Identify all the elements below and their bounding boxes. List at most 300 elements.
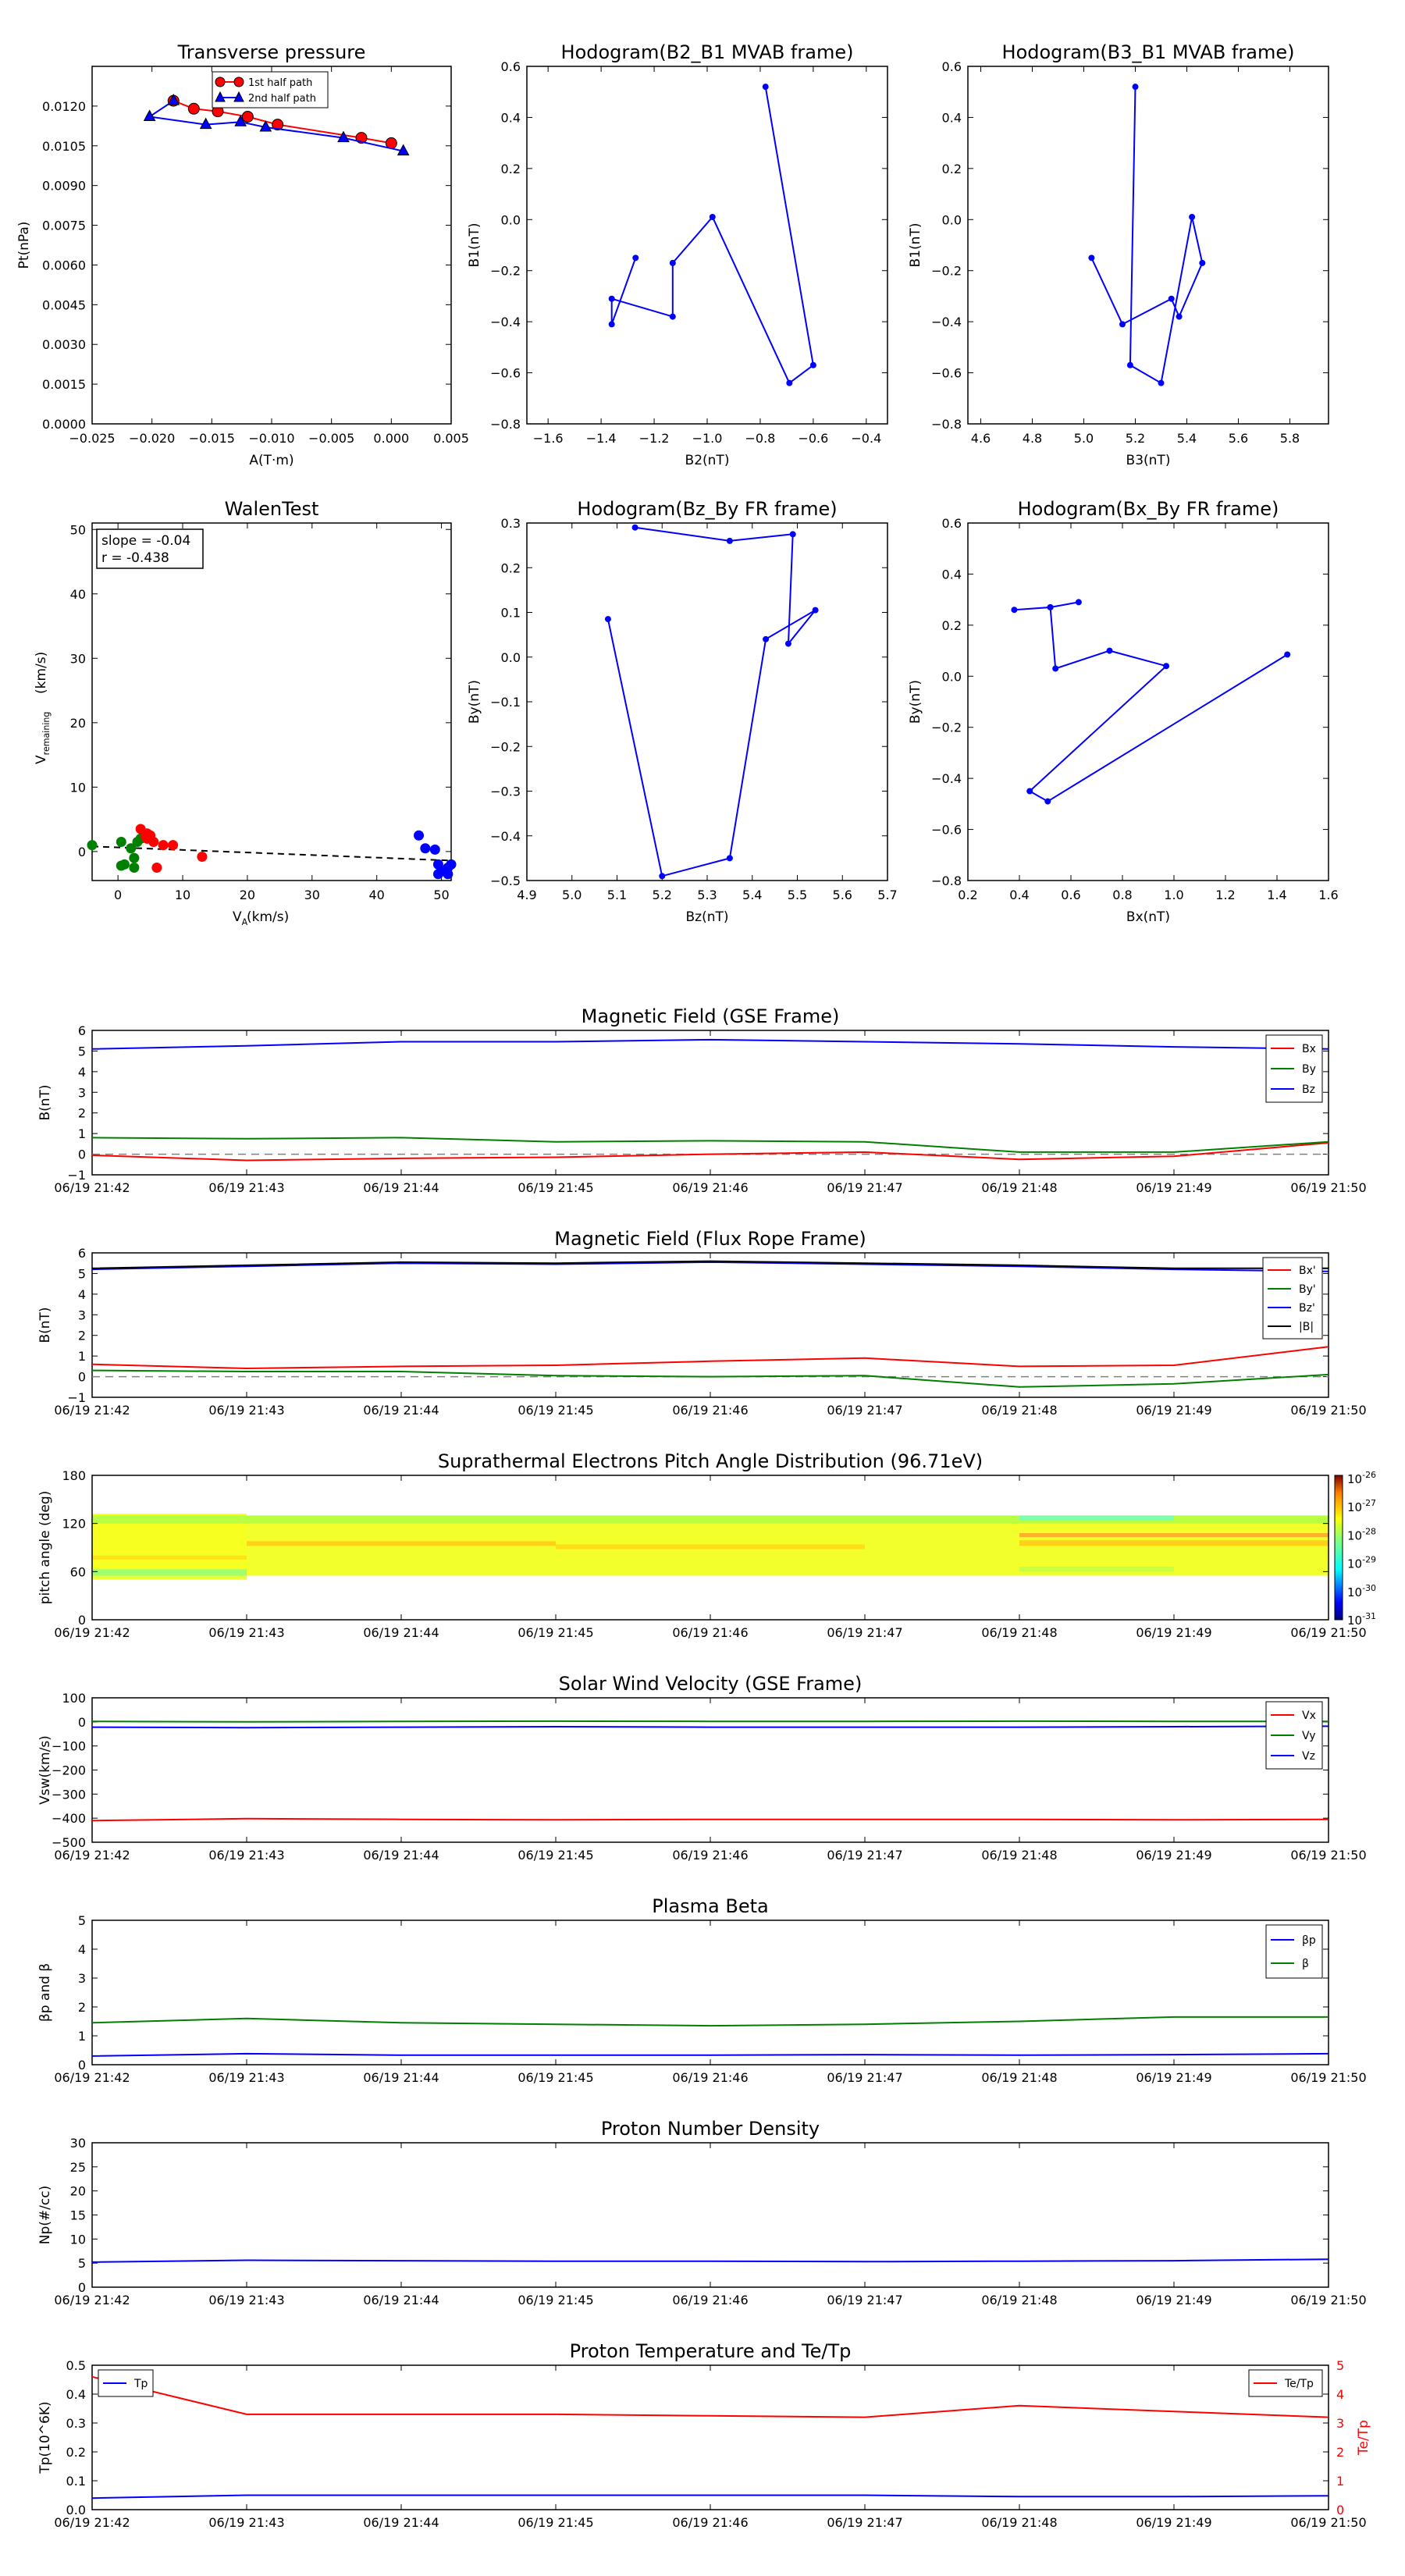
y-axis-label: pitch angle (deg) [37,1490,53,1605]
x-tick-label: 06/19 21:49 [1136,1403,1212,1418]
x-tick-label: 06/19 21:50 [1290,1848,1367,1863]
hodo_bzby-panel [467,498,898,925]
data-point [1011,607,1017,613]
x-tick-label: 06/19 21:43 [208,1180,285,1195]
x-axis-label: Bz(nT) [685,909,729,925]
y-axis-label: Vsw(km/s) [37,1735,53,1805]
legend-label: 2nd half path [248,93,316,105]
y-tick-label: 2 [77,1328,86,1343]
x-tick-label: 06/19 21:43 [208,2515,285,2530]
y-tick-label: 40 [69,586,86,602]
x-tick-label: 0.005 [433,431,469,446]
y-axis-label: By(nT) [467,679,482,724]
colorbar-tick-label: $10^{-29}$ [1347,1554,1377,1571]
beta-panel [37,1895,1367,2085]
x-tick-label: 06/19 21:42 [54,2293,130,2307]
legend-label: By [1302,1063,1316,1076]
chart-title: Magnetic Field (GSE Frame) [581,1005,840,1027]
y-axis-label: B(nT) [37,1307,53,1343]
x-tick-label: 10 [174,888,191,902]
x-tick-label: 06/19 21:44 [363,1180,439,1195]
y-tick-label: 0.6 [941,59,962,74]
data-point [1158,380,1165,386]
data-point [670,314,676,320]
x-tick-label: 0.000 [373,431,410,446]
x-tick-label: 06/19 21:46 [672,1848,749,1863]
y-tick-label: −1 [67,1168,86,1183]
x-tick-label: 06/19 21:50 [1290,1625,1367,1640]
series-line-Vz [92,1726,1329,1727]
chart-title: Proton Temperature and Te/Tp [569,2340,852,2362]
data-point [609,296,615,302]
x-tick-label: 0.4 [1009,888,1030,902]
fit-line [92,846,451,860]
heatmap-cell [1019,1533,1329,1537]
y-tick-label: −0.2 [490,263,521,279]
x-tick-label: 06/19 21:49 [1136,2515,1212,2530]
y-axis-label-unit: (km/s) [34,651,49,694]
axes-frame [527,523,887,881]
x-axis-label-unit: (km/s) [247,909,290,925]
x-tick-label: 0.6 [1061,888,1081,902]
x-tick-label: 5.0 [1073,431,1094,446]
x-tick-label: 06/19 21:44 [363,1848,439,1863]
chart-title: Hodogram(Bx_By FR frame) [1017,498,1279,520]
x-tick-label: 06/19 21:46 [672,2070,749,2085]
data-point-green [129,863,139,873]
legend-label: Bz' [1299,1302,1315,1315]
x-tick-label: 06/19 21:44 [363,1403,439,1418]
y-tick-label: 5 [77,1266,86,1282]
y-tick-label: 0.4 [66,2387,86,2402]
data-point [710,214,716,220]
x-tick-label: 06/19 21:50 [1290,1180,1367,1195]
y-axis-label: By(nT) [908,679,923,724]
chart-title: Magnetic Field (Flux Rope Frame) [554,1228,866,1250]
x-tick-label: 06/19 21:46 [672,1180,749,1195]
colorbar-tick-label: $10^{-27}$ [1347,1498,1377,1515]
right-tick-label: 3 [1336,2416,1345,2431]
x-tick-label: 06/19 21:49 [1136,1848,1212,1863]
series-line-Bz [92,1040,1329,1049]
heatmap-cell [92,1556,247,1560]
y-tick-label: 2 [77,1105,86,1121]
legend-label: Bx [1302,1043,1316,1055]
y-tick-label: 0.0 [66,2503,86,2517]
x-tick-label: 5.6 [832,888,852,902]
data-point-2nd-half [144,110,155,120]
y-tick-label: 0.0045 [42,297,86,313]
heatmap-cell [1019,1567,1174,1571]
data-point-blue [433,869,443,879]
y-tick-label: 0.6 [941,516,962,531]
legend-label: Bx' [1299,1265,1316,1277]
axes-frame [92,1920,1329,2065]
y-tick-label: 0.4 [941,567,962,582]
y-tick-label: −0.6 [931,365,962,381]
series-line-Bz' [92,1262,1329,1272]
x-tick-label: −0.8 [745,431,776,446]
data-point-blue [420,843,430,853]
x-tick-label: 06/19 21:50 [1290,1403,1367,1418]
chart-title: Plasma Beta [652,1895,769,1917]
y-tick-label: 4 [77,1064,86,1080]
x-tick-label: 1.4 [1267,888,1287,902]
data-point [1127,362,1133,368]
x-tick-label: 06/19 21:42 [54,1180,130,1195]
y-tick-label: 3 [77,1085,86,1101]
y-tick-label: −0.8 [931,873,962,888]
legend-label: Tp [134,2378,148,2390]
data-point-green [116,837,126,847]
data-point-red [158,840,169,850]
x-tick-label: 06/19 21:44 [363,1625,439,1640]
sw-panel [37,1673,1367,1863]
y-tick-label: 0.2 [500,560,521,576]
x-tick-label: 06/19 21:42 [54,2515,130,2530]
x-tick-label: 06/19 21:48 [981,1180,1058,1195]
x-axis-label: A(T·m) [249,453,294,468]
data-point [763,84,769,90]
y-axis-label: Np(#/cc) [37,2185,53,2245]
x-tick-label: 4.9 [517,888,537,902]
x-tick-label: 06/19 21:43 [208,1625,285,1640]
x-tick-label: 06/19 21:48 [981,1848,1058,1863]
x-tick-label: 06/19 21:43 [208,1848,285,1863]
data-point [763,636,769,642]
legend-label: Te/Tp [1285,2378,1314,2390]
series-line [1091,87,1202,383]
right-tick-label: 2 [1336,2445,1345,2460]
right-tick-label: 1 [1336,2474,1345,2489]
heatmap-cell [1019,1515,1174,1520]
series-line [612,87,813,383]
y-tick-label: 0.3 [66,2416,86,2431]
x-tick-label: −0.025 [69,431,116,446]
x-tick-label: 06/19 21:46 [672,2515,749,2530]
y-tick-label: −0.2 [931,720,962,735]
y-tick-label: 0.0120 [42,98,86,114]
x-tick-label: 06/19 21:47 [827,1180,903,1195]
y-tick-label: 20 [69,715,86,731]
x-tick-label: 06/19 21:44 [363,2293,439,2307]
y-tick-label: 0 [77,1714,86,1730]
colorbar-tick-label: $10^{-30}$ [1347,1582,1377,1599]
x-tick-label: 1.2 [1215,888,1236,902]
data-point [1044,799,1051,805]
x-tick-label: 06/19 21:45 [518,2293,594,2307]
x-tick-label: 06/19 21:48 [981,2515,1058,2530]
x-tick-label: 06/19 21:46 [672,1625,749,1640]
x-tick-label: 5.6 [1228,431,1249,446]
data-point [790,531,796,537]
x-tick-label: 06/19 21:49 [1136,1625,1212,1640]
legend-label: |B| [1299,1321,1314,1333]
x-tick-label: −0.015 [188,431,235,446]
x-tick-label: 20 [239,888,256,902]
x-tick-label: 06/19 21:50 [1290,2070,1367,2085]
legend-label: Vy [1302,1730,1316,1742]
hodo_b3b1-panel [908,41,1329,468]
x-tick-label: 1.0 [1164,888,1184,902]
y-axis-label: Tp(10^6K) [37,2401,53,2474]
data-point [1133,84,1139,90]
y-axis-label: βp and β [37,1962,53,2023]
temp-panel [37,2340,1371,2530]
x-tick-label: 06/19 21:47 [827,2070,903,2085]
data-point-green [129,853,139,863]
x-tick-label: 5.0 [562,888,582,902]
x-tick-label: −1.6 [532,431,564,446]
data-point-blue [414,831,424,841]
chart-title: Solar Wind Velocity (GSE Frame) [558,1673,863,1695]
y-tick-label: 180 [62,1468,86,1483]
x-tick-label: 30 [304,888,320,902]
y-tick-label: −0.4 [490,828,521,844]
data-point [785,641,791,647]
x-tick-label: 5.4 [1176,431,1197,446]
y-tick-label: −0.4 [931,771,962,787]
right-tick-label: 4 [1336,2387,1345,2402]
y-tick-label: 10 [69,780,86,795]
y-tick-label: −0.2 [490,739,521,755]
series-line-By' [92,1371,1329,1387]
x-tick-label: 06/19 21:43 [208,2293,285,2307]
y-tick-label: 0.0105 [42,138,86,154]
x-tick-label: 06/19 21:43 [208,1403,285,1418]
y-tick-label: −0.1 [490,695,521,710]
series-line [608,528,816,877]
y-tick-label: −0.6 [931,822,962,838]
x-tick-label: 06/19 21:42 [54,1625,130,1640]
x-tick-label: 06/19 21:48 [981,1625,1058,1640]
y-tick-label: 0.0 [500,649,521,665]
heatmap-cell [1019,1540,1329,1546]
x-axis-label: B2(nT) [685,453,730,468]
axes-frame [92,1698,1329,1842]
y-axis-label: B1(nT) [908,222,923,268]
data-point [1163,663,1169,669]
series-line-Tp [92,2496,1329,2499]
data-point [659,873,665,879]
x-tick-label: 06/19 21:47 [827,2293,903,2307]
colorbar [1335,1475,1343,1620]
data-point-blue [446,859,457,870]
y-tick-label: −1 [67,1390,86,1405]
hodo_b2b1-panel [467,41,887,468]
x-tick-label: 06/19 21:45 [518,2070,594,2085]
series-line-Te/Tp [92,2377,1329,2418]
legend-label: Vz [1302,1750,1315,1763]
x-axis-label: Bx(nT) [1126,909,1171,925]
y-tick-label: 3 [77,1971,86,1986]
data-point [1076,599,1082,605]
data-point [1052,665,1058,671]
y-tick-label: 0 [77,1147,86,1162]
series-line-βp [92,2054,1329,2056]
density-panel [37,2118,1367,2307]
colorbar-tick-label: $10^{-31}$ [1347,1611,1377,1628]
y-tick-label: 0 [77,844,86,859]
data-point [1168,296,1175,302]
legend-label: β [1302,1958,1309,1970]
axes-frame [968,523,1329,881]
y-tick-label: 0.0030 [42,337,86,353]
x-tick-label: 5.8 [1279,431,1300,446]
legend-label: By' [1299,1283,1316,1296]
y-tick-label: 0.6 [500,59,521,74]
y-tick-label: −0.6 [490,365,521,381]
chart-title: Suprathermal Electrons Pitch Angle Distribution (96.71eV) [437,1450,984,1472]
series-line-By [92,1137,1329,1152]
y-tick-label: 0.0 [941,212,962,228]
pad-panel [37,1450,1376,1640]
x-tick-label: −0.4 [851,431,882,446]
data-point [1088,254,1094,261]
walen-panel [34,498,457,927]
axes-frame [527,66,887,424]
y-axis-label: $V_{remaining}$ [34,711,52,764]
x-tick-label: 50 [433,888,450,902]
x-tick-label: 06/19 21:47 [827,2515,903,2530]
x-tick-label: −0.005 [308,431,355,446]
x-tick-label: 06/19 21:44 [363,2070,439,2085]
chart-title: WalenTest [224,498,319,520]
x-tick-label: 40 [368,888,385,902]
y-tick-label: 0.1 [500,605,521,621]
data-point-red [197,852,207,862]
data-point [1284,651,1290,657]
legend-marker [234,77,244,87]
legend-label: βp [1302,1934,1316,1947]
data-point-blue [430,845,440,855]
x-tick-label: 5.3 [697,888,717,902]
x-tick-label: 0 [114,888,123,902]
colorbar-tick-label: $10^{-26}$ [1347,1470,1377,1486]
x-tick-label: −1.2 [638,431,670,446]
x-tick-label: 5.2 [652,888,672,902]
x-tick-label: 06/19 21:50 [1290,2515,1367,2530]
y-tick-label: −0.2 [931,263,962,279]
y-tick-label: 30 [69,651,86,667]
y-tick-label: 0.4 [941,110,962,126]
data-point [1199,260,1205,266]
x-axis-label: B3(nT) [1126,453,1171,468]
y-tick-label: 4 [77,1942,86,1957]
data-point [609,321,615,327]
data-point [632,525,638,531]
x-tick-label: 06/19 21:48 [981,2293,1058,2307]
chart-title: Hodogram(B3_B1 MVAB frame) [1001,41,1295,63]
heatmap-cell [92,1569,247,1575]
y-tick-label: −200 [52,1763,86,1778]
x-tick-label: 06/19 21:50 [1290,2293,1367,2307]
x-tick-label: 06/19 21:47 [827,1403,903,1418]
x-tick-label: 06/19 21:47 [827,1625,903,1640]
series-line [1014,602,1287,801]
y-tick-label: −0.4 [931,315,962,330]
x-tick-label: 5.4 [742,888,763,902]
x-tick-label: 06/19 21:47 [827,1848,903,1863]
data-point [813,607,819,614]
y-tick-label: 0.0090 [42,178,86,194]
y-tick-label: 5 [77,1044,86,1059]
x-tick-label: 06/19 21:46 [672,2293,749,2307]
chart-title: Hodogram(Bz_By FR frame) [577,498,838,520]
x-tick-label: 4.6 [970,431,991,446]
y-tick-label: 0.2 [941,161,962,176]
axes-frame [92,2143,1329,2287]
x-tick-label: 06/19 21:48 [981,1403,1058,1418]
y-axis-label: Pt(nPa) [16,221,32,269]
x-tick-label: 06/19 21:45 [518,2515,594,2530]
y-tick-label: 1 [77,2029,86,2044]
data-point [1189,214,1195,220]
x-tick-label: 06/19 21:49 [1136,1180,1212,1195]
axes-frame [92,1030,1329,1175]
y-tick-label: 0.0075 [42,218,86,233]
x-tick-label: 06/19 21:49 [1136,2293,1212,2307]
transverse-panel [16,41,469,468]
data-point-red [168,840,178,850]
mag_fr-panel [37,1228,1367,1418]
y-tick-label: 0.5 [66,2358,86,2373]
axes-frame [92,1253,1329,1397]
x-tick-label: −1.0 [692,431,723,446]
y-tick-label: 3 [77,1308,86,1323]
data-point [810,362,816,368]
y-tick-label: 1 [77,1349,86,1364]
y-tick-label: 100 [62,1691,86,1706]
y-tick-label: 0.1 [66,2474,86,2489]
x-tick-label: 1.6 [1318,888,1339,902]
data-point-green [87,840,98,850]
legend-label: Vx [1302,1710,1316,1722]
y-tick-label: 1 [77,1126,86,1142]
y-tick-label: 0 [77,2058,86,2073]
y-tick-label: 0.0000 [42,417,86,432]
y-tick-label: 6 [77,1023,86,1038]
y-tick-label: 60 [69,1564,86,1580]
x-tick-label: 4.8 [1022,431,1043,446]
x-tick-label: 5.7 [877,888,898,902]
y-axis-label: B(nT) [37,1084,53,1121]
y-tick-label: −400 [52,1811,86,1827]
data-point [1048,604,1054,610]
series-line-Vx [92,1819,1329,1821]
data-point [1119,321,1126,327]
y-tick-label: −0.3 [490,784,521,799]
y-tick-label: 0 [77,2280,86,2295]
y-tick-label: 0.0 [500,212,521,228]
y-tick-label: 6 [77,1246,86,1261]
y-tick-label: −100 [52,1738,86,1754]
chart-title: Hodogram(B2_B1 MVAB frame) [560,41,854,63]
y-tick-label: 5 [77,1913,86,1928]
y-tick-label: 5 [77,2256,86,2272]
y-tick-label: 25 [69,2159,86,2175]
legend-label: Bz [1302,1083,1315,1096]
y-tick-label: 30 [69,2136,86,2151]
series-line-data [92,2259,1329,2262]
y-tick-label: 0.3 [500,516,521,531]
y-tick-label: 10 [69,2232,86,2247]
data-point-red [151,863,162,873]
axes-frame [968,66,1329,424]
x-tick-label: 06/19 21:42 [54,1848,130,1863]
legend-label: 1st half path [248,77,313,89]
series-line-Bx' [92,1347,1329,1368]
